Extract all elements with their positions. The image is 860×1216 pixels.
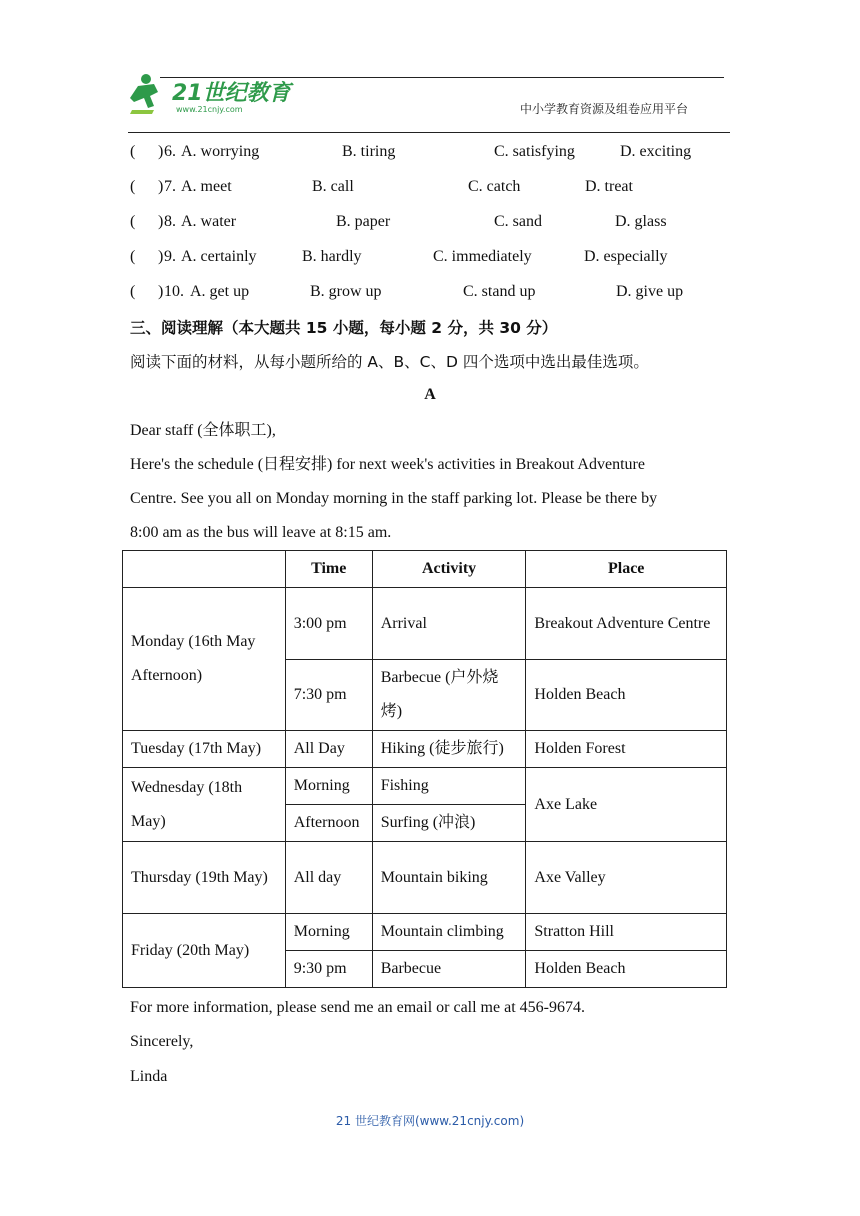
table-header-row <box>123 551 727 588</box>
activity-cell: Arrival <box>372 588 526 660</box>
option-c: C. immediately <box>433 248 532 265</box>
header-cell-day <box>123 551 286 588</box>
header-cell-place: Place <box>526 551 727 588</box>
question-close: ) <box>158 178 164 195</box>
place-cell: Holden Forest <box>526 731 727 768</box>
question-number: 7. <box>164 178 176 195</box>
time-cell: All day <box>285 842 372 914</box>
time-cell: 7:30 pm <box>285 660 372 731</box>
option-b: B. paper <box>336 213 391 230</box>
letter-line: Here's the schedule (日程安排) for next week's activities in Breakout Adventure <box>130 456 645 473</box>
option-c: C. catch <box>468 178 521 195</box>
answer-paren[interactable]: ( <box>130 213 136 230</box>
option-a: A. water <box>181 213 237 230</box>
letter-greeting: Dear staff (全体职工), <box>130 422 276 439</box>
footer-link[interactable]: 21 世纪教育网(www.21cnjy.com) <box>335 1114 525 1128</box>
letter-sign-off: Sincerely, <box>130 1033 194 1050</box>
question-close: ) <box>158 143 164 160</box>
question-close: ) <box>158 248 164 265</box>
answer-paren[interactable]: ( <box>130 178 136 195</box>
time-cell: 3:00 pm <box>285 588 372 660</box>
time-cell: Afternoon <box>285 805 372 842</box>
day-cell-friday: Friday (20th May) <box>123 914 286 988</box>
option-d: D. exciting <box>620 143 692 160</box>
activity-cell: Barbecue (户外烧烤) <box>372 660 526 731</box>
table-row <box>123 768 727 805</box>
place-cell: Holden Beach <box>526 951 727 988</box>
place-cell: Holden Beach <box>526 660 727 731</box>
option-b: B. call <box>312 178 354 195</box>
header-cell-activity: Activity <box>372 551 526 588</box>
option-d: D. especially <box>584 248 668 265</box>
activity-cell: Mountain climbing <box>372 914 526 951</box>
passage-label: A <box>424 386 436 403</box>
instruction-text: 阅读下面的材料，从每小题所给的 A、B、C、D 四个选项中选出最佳选项。 <box>130 353 649 371</box>
day-cell-tuesday: Tuesday (17th May) <box>123 731 286 768</box>
option-c: C. sand <box>494 213 542 230</box>
question-close: ) <box>158 213 164 230</box>
place-cell: Breakout Adventure Centre <box>526 588 727 660</box>
header-rule-bottom <box>128 132 730 133</box>
option-a: A. worrying <box>181 143 260 160</box>
section-title: 三、阅读理解（本大题共 15 小题，每小题 2 分，共 30 分） <box>130 319 558 337</box>
question-number: 8. <box>164 213 176 230</box>
letter-line: Centre. See you all on Monday morning in the staff parking lot. Please be there by <box>130 490 658 507</box>
day-cell-monday: Monday (16th May Afternoon) <box>123 588 286 731</box>
option-a: A. certainly <box>181 248 257 265</box>
answer-paren[interactable]: ( <box>130 143 136 160</box>
activity-cell: Fishing <box>372 768 526 805</box>
place-cell: Axe Valley <box>526 842 727 914</box>
time-cell: All Day <box>285 731 372 768</box>
table-row <box>123 731 727 768</box>
time-cell: 9:30 pm <box>285 951 372 988</box>
question-number: 10. <box>164 283 184 300</box>
option-c: C. satisfying <box>494 143 575 160</box>
logo-subtext: www.21cnjy.com <box>176 105 243 114</box>
activity-cell: Mountain biking <box>372 842 526 914</box>
option-d: D. treat <box>585 178 633 195</box>
letter-closing-info: For more information, please send me an email or call me at 456-9674. <box>130 999 585 1016</box>
option-d: D. glass <box>615 213 667 230</box>
option-a: A. meet <box>181 178 232 195</box>
activity-cell: Barbecue <box>372 951 526 988</box>
day-cell-wednesday: Wednesday (18th May) <box>123 768 286 842</box>
place-cell: Stratton Hill <box>526 914 727 951</box>
activity-cell: Surfing (冲浪) <box>372 805 526 842</box>
platform-label: 中小学教育资源及组卷应用平台 <box>520 102 689 116</box>
option-d: D. give up <box>616 283 684 300</box>
activity-cell: Hiking (徒步旅行) <box>372 731 526 768</box>
table-row <box>123 842 727 914</box>
table-row <box>123 588 727 660</box>
letter-line: 8:00 am as the bus will leave at 8:15 am. <box>130 524 392 541</box>
answer-paren[interactable]: ( <box>130 283 136 300</box>
schedule-table <box>122 550 727 988</box>
place-cell: Axe Lake <box>526 768 727 842</box>
option-b: B. tiring <box>342 143 396 160</box>
option-b: B. hardly <box>302 248 362 265</box>
answer-paren[interactable]: ( <box>130 248 136 265</box>
time-cell: Morning <box>285 768 372 805</box>
logo-text: 21世纪教育 <box>172 81 291 106</box>
table-row <box>123 914 727 951</box>
question-number: 6. <box>164 143 176 160</box>
time-cell: Morning <box>285 914 372 951</box>
header-cell-time: Time <box>285 551 372 588</box>
day-cell-thursday: Thursday (19th May) <box>123 842 286 914</box>
logo-icon <box>124 70 294 120</box>
option-c: C. stand up <box>463 283 536 300</box>
question-close: ) <box>158 283 164 300</box>
option-a: A. get up <box>190 283 250 300</box>
letter-signature: Linda <box>130 1068 168 1085</box>
option-b: B. grow up <box>310 283 382 300</box>
question-number: 9. <box>164 248 176 265</box>
